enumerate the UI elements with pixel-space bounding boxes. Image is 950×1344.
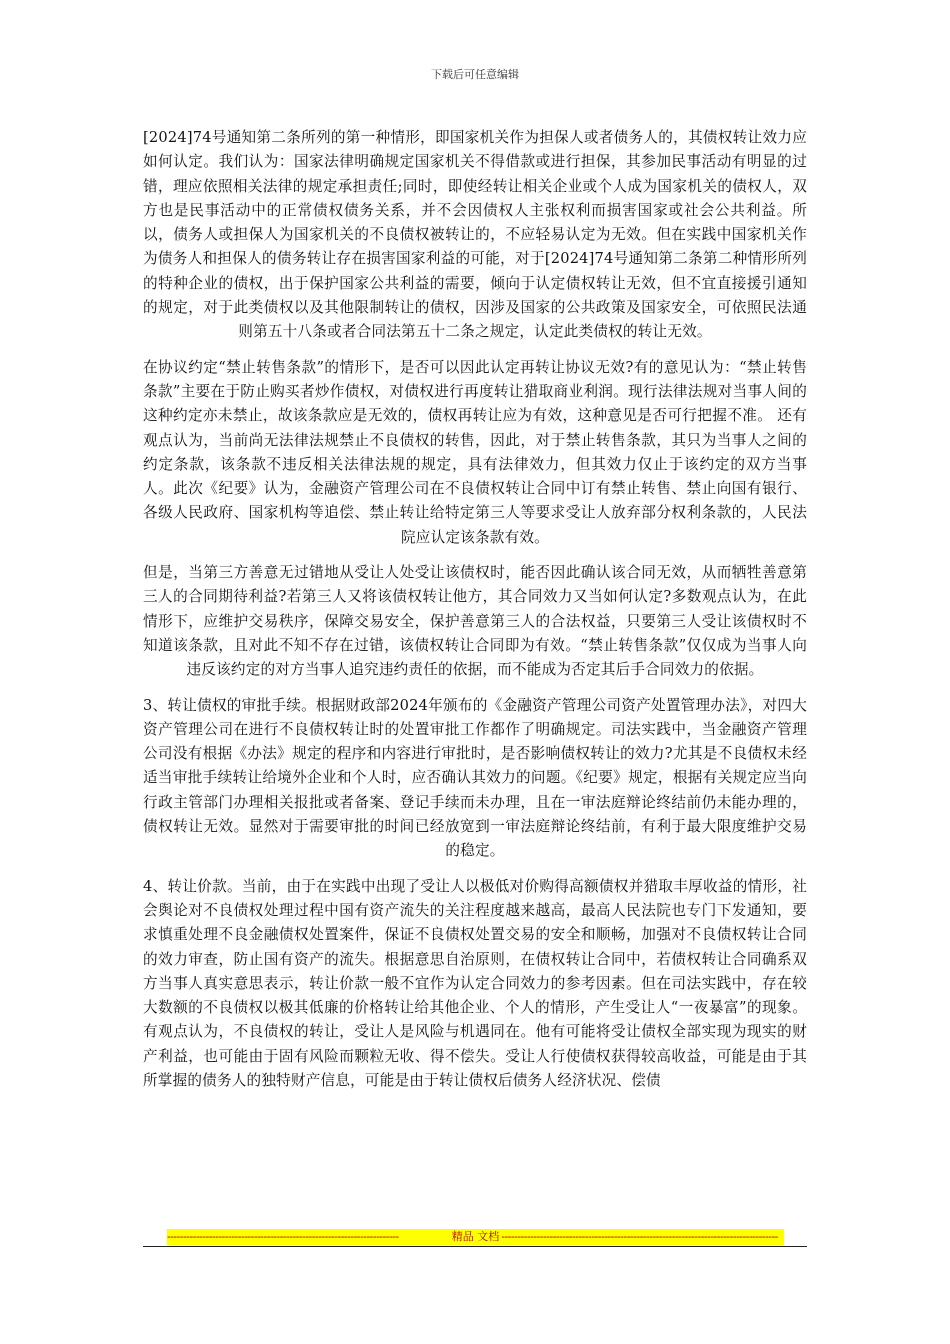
- page-header: 下载后可任意编辑: [431, 68, 519, 81]
- footer-label: 精品 文档: [451, 1230, 500, 1243]
- paragraph-2: 在协议约定“禁止转售条款”的情形下，是否可以因此认定再转让协议无效?有的意见认为：“禁止转售条款”主要在于防止购买者炒作债权，对债权进行再度转让猎取商业利润。现行法律法规对当事人间的这种约定亦未禁止，故该条款应是无效的，债权再转让应为有效，这种意见是否可行把握不准。 还有观点认为，当前尚无法律法规禁止不良债权的转售，因此，对于禁止转售条款，其只为当事人之间的约定条款，该条款不违反相关法律法规的规定，具有法律效力，但其效力仅止于该约定的双方当事人。此次《纪要》认为，金融资产管理公司在不良债权转让合同中订有禁止转售、禁止向国有银行、各级人民政府、国家机构等追偿、禁止转让给特定第三人等要求受让人放弃部分权利条款的，人民法院应认定该条款有效。: [143, 358, 807, 546]
- footer-right-dashes: --------------------------------------------------------------------------------------: [501, 1230, 778, 1243]
- footer-left-dashes: ------------------------------------------------------------------------: [167, 1230, 399, 1243]
- paragraph-5: 4、转让价款。当前，由于在实践中出现了受让人以极低对价购得高额债权并猎取丰厚收益的情形，社会舆论对不良债权处理过程中国有资产流失的关注程度越来越高，最高人民法院也专门下发通知，要求慎重处理不良金融债权处置案件，保证不良债权处置交易的安全和顺畅，加强对不良债权转让合同的效力审查，防止国有资产的流失。根据意思自治原则，在债权转让合同中，若债权转让合同确系双方当事人真实意思表示，转让价款一般不宜作为认定合同效力的参考因素。但在司法实践中，存在较大数额的不良债权以极其低廉的价格转让给其他企业、个人的情形，产生受让人“一夜暴富”的现象。有观点认为，不良债权的转让，受让人是风险与机遇同在。他有可能将受让债权全部实现为现实的财产利益，也可能由于固有风险而颗粒无收、得不偿失。受让人行使债权获得较高收益，可能是由于其所掌握的债务人的独特财产信息，可能是由于转让债权后债务人经济状况、偿债: [143, 877, 807, 1089]
- footer-divider: [143, 1246, 807, 1247]
- footer-banner: [167, 1229, 784, 1245]
- paragraph-4: 3、转让债权的审批手续。根据财政部2024年颁布的《金融资产管理公司资产处置管理办法》，对四大资产管理公司在进行不良债权转让时的处置审批工作都作了明确规定。司法实践中，当金融资产管理公司没有根据《办法》规定的程序和内容进行审批时，是否影响债权转让的效力?尤其是不良债权未经适当审批手续转让给境外企业和个人时，应否确认其效力的问题。《纪要》规定，根据有关规定应当向行政主管部门办理相关报批或者备案、登记手续而未办理，且在一审法庭辩论终结前仍未能办理的，债权转让无效。显然对于需要审批的时间已经放宽到一审法庭辩论终结前，有利于最大限度维护交易的稳定。: [143, 696, 807, 860]
- document-body: [143, 126, 807, 1104]
- paragraph-3: 但是，当第三方善意无过错地从受让人处受让该债权时，能否因此确认该合同无效，从而牺牲善意第三人的合同期待利益?若第三人又将该债权转让他方，其合同效力又当如何认定?多数观点认为，在此情形下，应维护交易秩序，保障交易安全，保护善意第三人的合法权益，只要第三人受让该债权时不知道该条款，且对此不知不存在过错，该债权转让合同即为有效。“禁止转售条款”仅仅成为当事人向违反该约定的对方当事人追究违约责任的依据，而不能成为否定其后手合同效力的依据。: [143, 564, 807, 679]
- paragraph-1: [2024]74号通知第二条所列的第一种情形，即国家机关作为担保人或者债务人的，其债权转让效力应如何认定。我们认为：国家法律明确规定国家机关不得借款或进行担保，其参加民事活动有明显的过错，理应依照相关法律的规定承担责任;同时，即使经转让相关企业或个人成为国家机关的债权人，双方也是民事活动中的正常债权债务关系，并不会因债权人主张权利而损害国家或社会公共利益。所以，债务人或担保人为国家机关的不良债权被转让的，不应轻易认定为无效。但在实践中国家机关作为债务人和担保人的债务转让存在损害国家利益的可能，对于[2024]74号通知第二条第二种情形所列的特种企业的债权，出于保护国家公共利益的需要，倾向于认定债权转让无效，但不宜直接援引通知的规定，对于此类债权以及其他限制转让的债权，因涉及国家的公共政策及国家安全，可依照民法通则第五十八条或者合同法第五十二条之规定，认定此类债权的转让无效。: [143, 129, 807, 341]
